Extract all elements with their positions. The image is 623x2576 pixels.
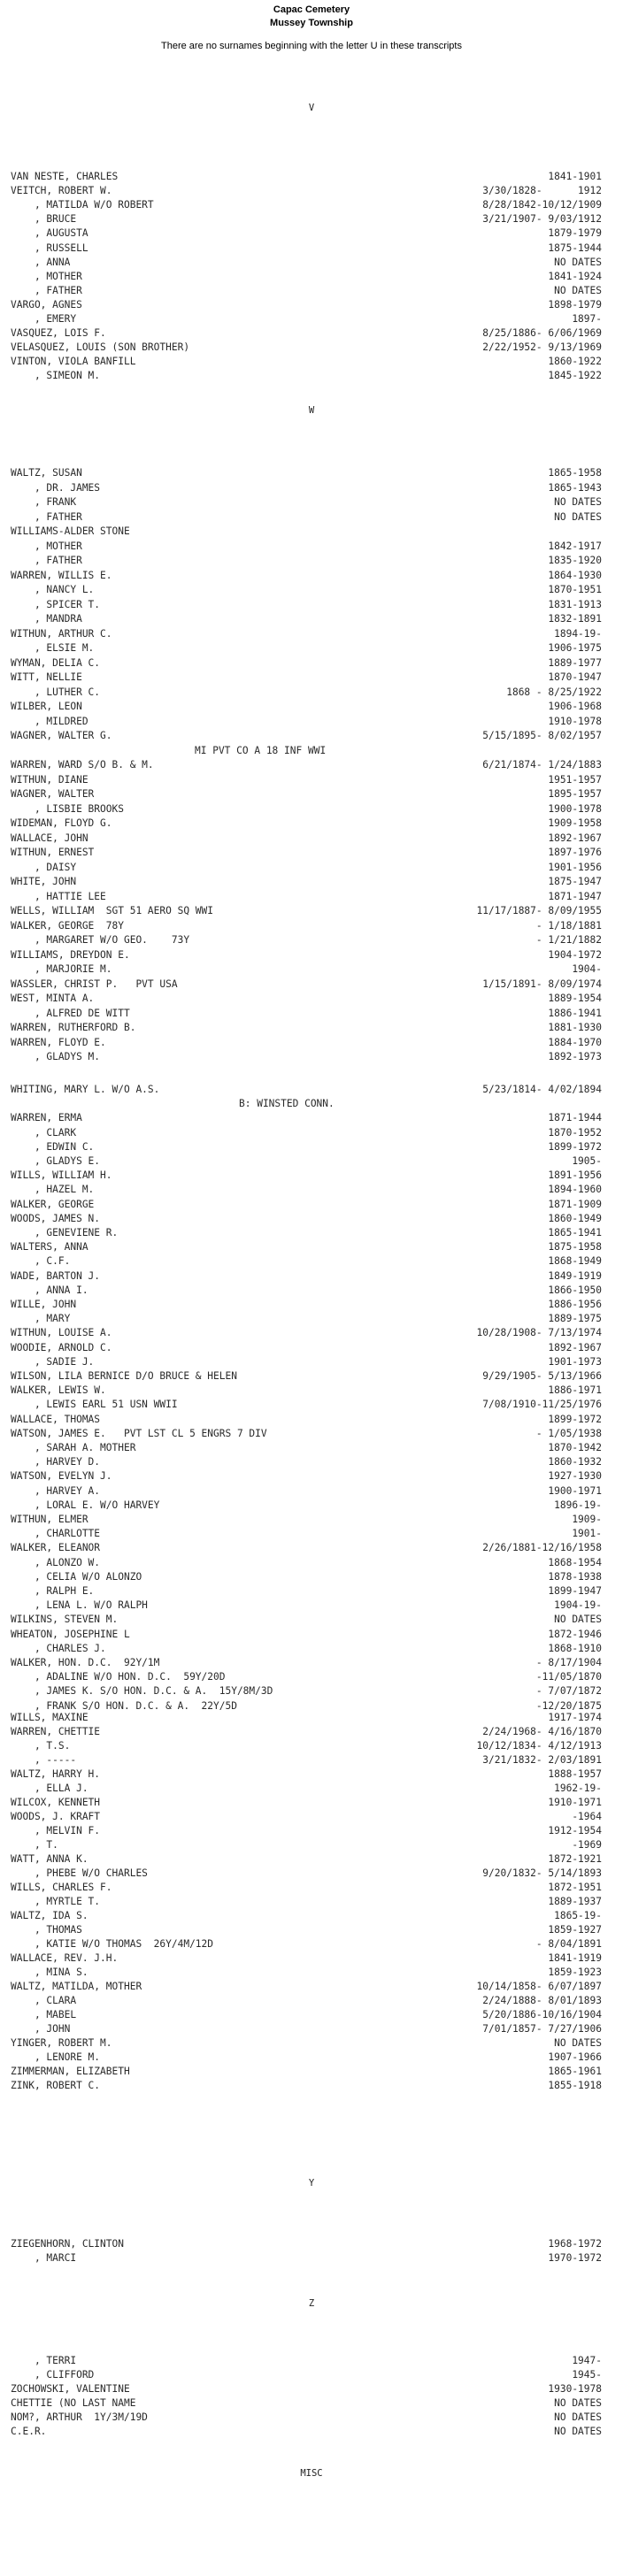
entry-dates: 1868 - 8/25/1922 xyxy=(506,686,602,698)
entry-dates: 1859-1927 xyxy=(548,1924,602,1936)
entry-dates: NO DATES xyxy=(554,2397,602,2409)
entry-name: , T. xyxy=(11,1839,58,1851)
entry-name: WELLS, WILLIAM SGT 51 AERO SQ WWI xyxy=(11,905,214,916)
entry-dates: 1865-1958 xyxy=(548,467,602,479)
entry-dates: 1905- xyxy=(572,1155,602,1167)
entry-name: , ADALINE W/O HON. D.C. 59Y/20D xyxy=(11,1671,226,1683)
entry-dates: 1871-1947 xyxy=(548,891,602,902)
entry-name: , HAZEL M. xyxy=(11,1184,95,1195)
entry-dates: 1859-1923 xyxy=(548,1966,602,1978)
entry-name: WASSLER, CHRIST P. PVT USA xyxy=(11,978,178,990)
entry-name: , THOMAS xyxy=(11,1924,82,1936)
entry-dates: 1/15/1891- 8/09/1974 xyxy=(482,978,602,990)
entry-dates: 6/21/1874- 1/24/1883 xyxy=(482,759,602,770)
entry-dates: 1871-1944 xyxy=(548,1112,602,1123)
entry-name: , SARAH A. MOTHER xyxy=(11,1442,136,1453)
entry-dates: 1894-19- xyxy=(554,628,602,640)
entry-name: ZIMMERMAN, ELIZABETH xyxy=(11,2066,130,2077)
entry-name: WALTERS, ANNA xyxy=(11,1241,88,1253)
entry-dates: NO DATES xyxy=(554,2037,602,2049)
page-title: Capac Cemetery xyxy=(273,4,350,15)
entry-name: WALKER, LEWIS W. xyxy=(11,1384,106,1396)
entry-name: , PHEBE W/O CHARLES xyxy=(11,1867,148,1879)
entry-dates: 1872-1951 xyxy=(548,1882,602,1893)
entry-name: , MILDRED xyxy=(11,716,88,727)
entry-name: , GLADYS M. xyxy=(11,1051,101,1062)
entry-name: , GENEVIENE R. xyxy=(11,1227,119,1238)
entry-dates: 1910-1978 xyxy=(548,716,602,727)
entry-dates: 1970-1972 xyxy=(548,2252,602,2264)
entry-dates: 2/24/1968- 4/16/1870 xyxy=(482,1726,602,1737)
entry-name: , ALONZO W. xyxy=(11,1557,101,1568)
entry-name: , LEWIS EARL 51 USN WWII xyxy=(11,1399,178,1410)
entry-name: WATSON, JAMES E. PVT LST CL 5 ENGRS 7 DIV xyxy=(11,1428,267,1439)
entry-name: , LUTHER C. xyxy=(11,686,101,698)
entry-dates: NO DATES xyxy=(554,1614,602,1625)
entry-dates: 1865-1943 xyxy=(548,482,602,494)
entry-dates: -11/05/1870 xyxy=(535,1671,602,1683)
entry-dates: 8/25/1886- 6/06/1969 xyxy=(482,327,602,339)
entry-dates: 1901- xyxy=(572,1528,602,1539)
entry-dates: 1904-19- xyxy=(554,1599,602,1611)
entry-name: WILLS, MAXINE xyxy=(11,1712,88,1723)
entry-dates: 1870-1947 xyxy=(548,671,602,683)
entry-dates: NO DATES xyxy=(554,511,602,523)
entry-name: , FRANK S/O HON. D.C. & A. 22Y/5D xyxy=(11,1700,237,1712)
entry-name: VARGO, AGNES xyxy=(11,299,82,310)
entry-name: WEST, MINTA A. xyxy=(11,993,95,1004)
entry-dates: 1909-1958 xyxy=(548,817,602,829)
entry-name: , JOHN xyxy=(11,2023,71,2035)
entry-dates: 1945- xyxy=(572,2369,602,2380)
entry-name: WALTZ, IDA S. xyxy=(11,1910,88,1921)
entry-name: WALTZ, HARRY H. xyxy=(11,1768,101,1780)
entry-dates: 1860-1922 xyxy=(548,356,602,367)
entry-name: WITHUN, ELMER xyxy=(11,1514,88,1525)
entry-name: , FRANK xyxy=(11,496,77,508)
entry-dates: 1892-1967 xyxy=(548,1342,602,1353)
entry-dates: 1879-1979 xyxy=(548,227,602,239)
entry-name: , ELLA J. xyxy=(11,1782,88,1794)
entry-name: , T.S. xyxy=(11,1740,71,1752)
entry-name: WALKER, HON. D.C. 92Y/1M xyxy=(11,1657,160,1668)
entry-name: , LENORE M. xyxy=(11,2051,101,2063)
entry-dates: 1842-1917 xyxy=(548,540,602,552)
section-heading-w: W xyxy=(308,405,315,416)
entry-name: WADE, BARTON J. xyxy=(11,1270,101,1282)
entry-name: , NANCY L. xyxy=(11,584,95,595)
entry-name: , C.F. xyxy=(11,1255,71,1267)
entry-dates: 1901-1956 xyxy=(548,862,602,873)
entry-dates: 1889-1977 xyxy=(548,657,602,669)
entry-dates: 8/28/1842-10/12/1909 xyxy=(482,199,602,211)
entry-name: WYMAN, DELIA C. xyxy=(11,657,101,669)
entry-name: WIDEMAN, FLOYD G. xyxy=(11,817,112,829)
entry-name: , MELVIN F. xyxy=(11,1825,101,1836)
entry-name: WATSON, EVELYN J. xyxy=(11,1470,112,1482)
entry-dates: 1900-1971 xyxy=(548,1485,602,1497)
entry-dates: 1870-1952 xyxy=(548,1127,602,1138)
entry-dates: 3/21/1907- 9/03/1912 xyxy=(482,213,602,225)
entry-name: , DAISY xyxy=(11,862,77,873)
entry-dates: 1951-1957 xyxy=(548,774,602,786)
entry-dates: 1835-1920 xyxy=(548,555,602,566)
section-heading-v: V xyxy=(308,103,315,113)
entry-dates: 1845-1922 xyxy=(548,370,602,381)
entry-name: WALKER, ELEANOR xyxy=(11,1542,101,1553)
entry-dates: 1875-1958 xyxy=(548,1241,602,1253)
entry-dates: - 8/04/1891 xyxy=(535,1938,602,1950)
entry-name: , CHARLES J. xyxy=(11,1643,106,1654)
entry-name: WHITE, JOHN xyxy=(11,876,77,887)
entry-name: , DR. JAMES xyxy=(11,482,101,494)
entry-name: WALKER, GEORGE xyxy=(11,1199,95,1210)
entry-dates: 1892-1973 xyxy=(548,1051,602,1062)
entry-dates: 1884-1970 xyxy=(548,1037,602,1048)
entry-dates: NO DATES xyxy=(554,2411,602,2423)
entry-dates: NO DATES xyxy=(554,2426,602,2437)
entry-name: , HARVEY D. xyxy=(11,1456,101,1468)
entry-dates: 10/12/1834- 4/12/1913 xyxy=(476,1740,602,1752)
entry-dates: 1962-19- xyxy=(554,1782,602,1794)
entry-dates: 1875-1947 xyxy=(548,876,602,887)
entry-name: , MOTHER xyxy=(11,540,82,552)
entry-dates: 1897- xyxy=(572,313,602,325)
entry-name: , MINA S. xyxy=(11,1966,88,1978)
entry-dates: -1964 xyxy=(572,1811,602,1822)
entry-dates: 3/30/1828- 1912 xyxy=(482,185,602,196)
entry-dates: 1888-1957 xyxy=(548,1768,602,1780)
entry-name: VASQUEZ, LOIS F. xyxy=(11,327,106,339)
entry-name: , KATIE W/O THOMAS 26Y/4M/12D xyxy=(11,1938,214,1950)
entry-dates: 1910-1971 xyxy=(548,1797,602,1808)
entry-dates: 2/22/1952- 9/13/1969 xyxy=(482,341,602,353)
entry-name: WILLIAMS, DREYDON E. xyxy=(11,949,130,961)
entry-dates: 1898-1979 xyxy=(548,299,602,310)
entry-name: ZIEGENHORN, CLINTON xyxy=(11,2238,124,2250)
entry-dates: 1904-1972 xyxy=(548,949,602,961)
entry-name: , ELSIE M. xyxy=(11,642,95,654)
entry-name: WOODS, JAMES N. xyxy=(11,1213,101,1224)
entry-dates: 10/28/1908- 7/13/1974 xyxy=(476,1327,602,1338)
entry-dates: 11/17/1887- 8/09/1955 xyxy=(476,905,602,916)
entry-name: , SIMEON M. xyxy=(11,370,101,381)
entry-name: WHEATON, JOSEPHINE L xyxy=(11,1629,130,1640)
entry-dates: 1892-1967 xyxy=(548,832,602,844)
entry-dates: NO DATES xyxy=(554,285,602,296)
entry-name: YINGER, ROBERT M. xyxy=(11,2037,112,2049)
entry-name: WALLACE, REV. J.H. xyxy=(11,1952,119,1964)
entry-dates: NO DATES xyxy=(554,257,602,268)
entry-dates: 1849-1919 xyxy=(548,1270,602,1282)
entry-name: , BRUCE xyxy=(11,213,77,225)
entry-dates: 9/20/1832- 5/14/1893 xyxy=(482,1867,602,1879)
entry-dates: 7/01/1857- 7/27/1906 xyxy=(482,2023,602,2035)
entry-dates: 1891-1956 xyxy=(548,1169,602,1181)
entry-name: , MYRTLE T. xyxy=(11,1896,101,1907)
section-heading-y: Y xyxy=(308,2178,315,2189)
entry-dates: 2/24/1888- 8/01/1893 xyxy=(482,1995,602,2006)
entry-name: WILLE, JOHN xyxy=(11,1299,77,1310)
entry-dates: 1897-1976 xyxy=(548,847,602,858)
entry-name: VINTON, VIOLA BANFILL xyxy=(11,356,136,367)
entry-name: WARREN, ERMA xyxy=(11,1112,82,1123)
entry-name: WATT, ANNA K. xyxy=(11,1853,88,1865)
entry-dates: 1841-1924 xyxy=(548,271,602,282)
entry-name: , EMERY xyxy=(11,313,77,325)
entry-name: , LENA L. W/O RALPH xyxy=(11,1599,148,1611)
entry-dates: 1860-1932 xyxy=(548,1456,602,1468)
entry-name: WHITING, MARY L. W/O A.S. xyxy=(11,1084,160,1095)
entry-dates: 1895-1957 xyxy=(548,788,602,800)
entry-name: WAGNER, WALTER xyxy=(11,788,95,800)
entry-name: WAGNER, WALTER G. xyxy=(11,730,112,741)
entry-name: , EDWIN C. xyxy=(11,1141,95,1153)
entry-dates: 1881-1930 xyxy=(548,1022,602,1033)
entry-dates: -12/20/1875 xyxy=(535,1700,602,1712)
entry-dates: 1889-1937 xyxy=(548,1896,602,1907)
entry-dates: 1899-1972 xyxy=(548,1141,602,1153)
entry-note: MI PVT CO A 18 INF WWI xyxy=(195,745,327,756)
entry-name: , GLADYS E. xyxy=(11,1155,101,1167)
entry-dates: 1855-1918 xyxy=(548,2080,602,2091)
entry-name: , RALPH E. xyxy=(11,1585,95,1597)
entry-name: , CLIFFORD xyxy=(11,2369,95,2380)
entry-name: CHETTIE (NO LAST NAME xyxy=(11,2397,136,2409)
entry-dates: 1878-1938 xyxy=(548,1571,602,1583)
page-subtitle: Mussey Township xyxy=(270,18,353,28)
entry-dates: 1886-1956 xyxy=(548,1299,602,1310)
entry-name: , LISBIE BROOKS xyxy=(11,803,124,815)
section-heading-z: Z xyxy=(308,2298,315,2309)
entry-name: , CELIA W/O ALONZO xyxy=(11,1571,142,1583)
entry-name: , JAMES K. S/O HON. D.C. & A. 15Y/8M/3D xyxy=(11,1685,273,1697)
entry-name: WALTZ, MATILDA, MOTHER xyxy=(11,1981,142,1992)
entry-dates: 1917-1974 xyxy=(548,1712,602,1723)
entry-note: B: WINSTED CONN. xyxy=(239,1098,335,1109)
entry-dates: 1831-1913 xyxy=(548,599,602,610)
entry-name: WILLS, WILLIAM H. xyxy=(11,1169,112,1181)
entry-dates: 1841-1901 xyxy=(548,171,602,182)
entry-dates: 1968-1972 xyxy=(548,2238,602,2250)
entry-dates: 1947- xyxy=(572,2355,602,2366)
entry-name: WALTZ, SUSAN xyxy=(11,467,82,479)
entry-name: WITHUN, LOUISE A. xyxy=(11,1327,112,1338)
entry-dates: 1841-1919 xyxy=(548,1952,602,1964)
entry-dates: 1900-1978 xyxy=(548,803,602,815)
entry-dates: 1907-1966 xyxy=(548,2051,602,2063)
entry-dates: 1868-1910 xyxy=(548,1643,602,1654)
entry-name: C.E.R. xyxy=(11,2426,47,2437)
entry-dates: -1969 xyxy=(572,1839,602,1851)
entry-name: , LORAL E. W/O HARVEY xyxy=(11,1499,160,1511)
entry-name: WILLS, CHARLES F. xyxy=(11,1882,112,1893)
entry-dates: 1906-1975 xyxy=(548,642,602,654)
entry-name: , MANDRA xyxy=(11,613,82,625)
entry-name: , FATHER xyxy=(11,285,82,296)
entry-name: WITT, NELLIE xyxy=(11,671,82,683)
entry-dates: 1906-1968 xyxy=(548,701,602,712)
entry-name: WALLACE, JOHN xyxy=(11,832,88,844)
entry-dates: 1889-1975 xyxy=(548,1313,602,1324)
entry-name: VEITCH, ROBERT W. xyxy=(11,185,112,196)
entry-dates: 1872-1921 xyxy=(548,1853,602,1865)
entry-name: WOODIE, ARNOLD C. xyxy=(11,1342,112,1353)
entry-name: , CHARLOTTE xyxy=(11,1528,101,1539)
entry-dates: 1889-1954 xyxy=(548,993,602,1004)
entry-dates: 1904- xyxy=(572,963,602,975)
entry-name: , CLARK xyxy=(11,1127,77,1138)
entry-dates: 1875-1944 xyxy=(548,242,602,254)
entry-name: , MARGARET W/O GEO. 73Y xyxy=(11,934,190,946)
page-note: There are no surnames beginning with the letter U in these transcripts xyxy=(161,41,462,51)
entry-name: , ANNA I. xyxy=(11,1284,88,1296)
entry-dates: 5/15/1895- 8/02/1957 xyxy=(482,730,602,741)
entry-name: WALLACE, THOMAS xyxy=(11,1414,101,1425)
entry-name: WILSON, LILA BERNICE D/O BRUCE & HELEN xyxy=(11,1370,237,1382)
entry-name: WILLIAMS-ALDER STONE xyxy=(11,525,130,537)
entry-dates: 1868-1954 xyxy=(548,1557,602,1568)
entry-dates: 1865-1961 xyxy=(548,2066,602,2077)
entry-name: WITHUN, ARTHUR C. xyxy=(11,628,112,640)
entry-name: NOM?, ARTHUR 1Y/3M/19D xyxy=(11,2411,148,2423)
entry-dates: 1871-1909 xyxy=(548,1199,602,1210)
entry-dates: 1930-1978 xyxy=(548,2383,602,2395)
entry-name: WILCOX, KENNETH xyxy=(11,1797,101,1808)
entry-name: WARREN, RUTHERFORD B. xyxy=(11,1022,136,1033)
entry-name: WARREN, CHETTIE xyxy=(11,1726,101,1737)
entry-name: , CLARA xyxy=(11,1995,77,2006)
entry-dates: 2/26/1881-12/16/1958 xyxy=(482,1542,602,1553)
entry-name: VAN NESTE, CHARLES xyxy=(11,171,119,182)
entry-dates: 1896-19- xyxy=(554,1499,602,1511)
entry-dates: 9/29/1905- 5/13/1966 xyxy=(482,1370,602,1382)
entry-name: , AUGUSTA xyxy=(11,227,88,239)
entry-dates: 1868-1949 xyxy=(548,1255,602,1267)
entry-name: WITHUN, DIANE xyxy=(11,774,88,786)
entry-name: , MARJORIE M. xyxy=(11,963,112,975)
entry-name: , FATHER xyxy=(11,511,82,523)
entry-dates: 1865-19- xyxy=(554,1910,602,1921)
entry-dates: 1912-1954 xyxy=(548,1825,602,1836)
entry-name: WOODS, J. KRAFT xyxy=(11,1811,101,1822)
entry-dates: - 1/05/1938 xyxy=(535,1428,602,1439)
entry-dates: 1870-1942 xyxy=(548,1442,602,1453)
entry-name: , ----- xyxy=(11,1754,77,1766)
section-heading-misc: MISC xyxy=(300,2468,323,2479)
entry-dates: 1866-1950 xyxy=(548,1284,602,1296)
entry-dates: - 1/21/1882 xyxy=(535,934,602,946)
entry-dates: 1886-1941 xyxy=(548,1008,602,1019)
entry-dates: 1899-1947 xyxy=(548,1585,602,1597)
entry-name: WALKER, GEORGE 78Y xyxy=(11,920,124,932)
entry-dates: 3/21/1832- 2/03/1891 xyxy=(482,1754,602,1766)
entry-name: VELASQUEZ, LOUIS (SON BROTHER) xyxy=(11,341,190,353)
entry-dates: - 8/17/1904 xyxy=(535,1657,602,1668)
entry-name: , FATHER xyxy=(11,555,82,566)
entry-dates: 1872-1946 xyxy=(548,1629,602,1640)
entry-name: ZINK, ROBERT C. xyxy=(11,2080,101,2091)
entry-dates: - 1/18/1881 xyxy=(535,920,602,932)
entry-dates: 1899-1972 xyxy=(548,1414,602,1425)
entry-dates: 1864-1930 xyxy=(548,570,602,581)
entry-name: , HATTIE LEE xyxy=(11,891,106,902)
entry-name: , MARY xyxy=(11,1313,71,1324)
entry-name: WILKINS, STEVEN M. xyxy=(11,1614,119,1625)
entry-name: , MARCI xyxy=(11,2252,77,2264)
entry-name: , MOTHER xyxy=(11,271,82,282)
entry-name: , SADIE J. xyxy=(11,1356,95,1368)
entry-dates: NO DATES xyxy=(554,496,602,508)
entry-name: WARREN, WARD S/O B. & M. xyxy=(11,759,154,770)
entry-dates: 1865-1941 xyxy=(548,1227,602,1238)
entry-name: , MABEL xyxy=(11,2009,77,2020)
entry-name: , HARVEY A. xyxy=(11,1485,101,1497)
entry-dates: 1894-1960 xyxy=(548,1184,602,1195)
entry-dates: 5/20/1886-10/16/1904 xyxy=(482,2009,602,2020)
entry-dates: 1870-1951 xyxy=(548,584,602,595)
entry-name: , MATILDA W/O ROBERT xyxy=(11,199,154,211)
entry-dates: 1909- xyxy=(572,1514,602,1525)
entry-name: WARREN, FLOYD E. xyxy=(11,1037,106,1048)
entry-dates: 7/08/1910-11/25/1976 xyxy=(482,1399,602,1410)
entry-dates: 10/14/1858- 6/07/1897 xyxy=(476,1981,602,1992)
entry-name: WITHUN, ERNEST xyxy=(11,847,95,858)
entry-name: WARREN, WILLIS E. xyxy=(11,570,112,581)
entry-name: WILBER, LEON xyxy=(11,701,82,712)
entry-dates: - 7/07/1872 xyxy=(535,1685,602,1697)
entry-dates: 1901-1973 xyxy=(548,1356,602,1368)
entry-dates: 1886-1971 xyxy=(548,1384,602,1396)
entry-dates: 1927-1930 xyxy=(548,1470,602,1482)
entry-name: , RUSSELL xyxy=(11,242,88,254)
entry-name: , ALFRED DE WITT xyxy=(11,1008,130,1019)
entry-dates: 1832-1891 xyxy=(548,613,602,625)
entry-name: ZOCHOWSKI, VALENTINE xyxy=(11,2383,130,2395)
entry-name: , ANNA xyxy=(11,257,71,268)
entry-dates: 1860-1949 xyxy=(548,1213,602,1224)
entry-name: , TERRI xyxy=(11,2355,77,2366)
entry-name: , SPICER T. xyxy=(11,599,101,610)
entry-dates: 5/23/1814- 4/02/1894 xyxy=(482,1084,602,1095)
